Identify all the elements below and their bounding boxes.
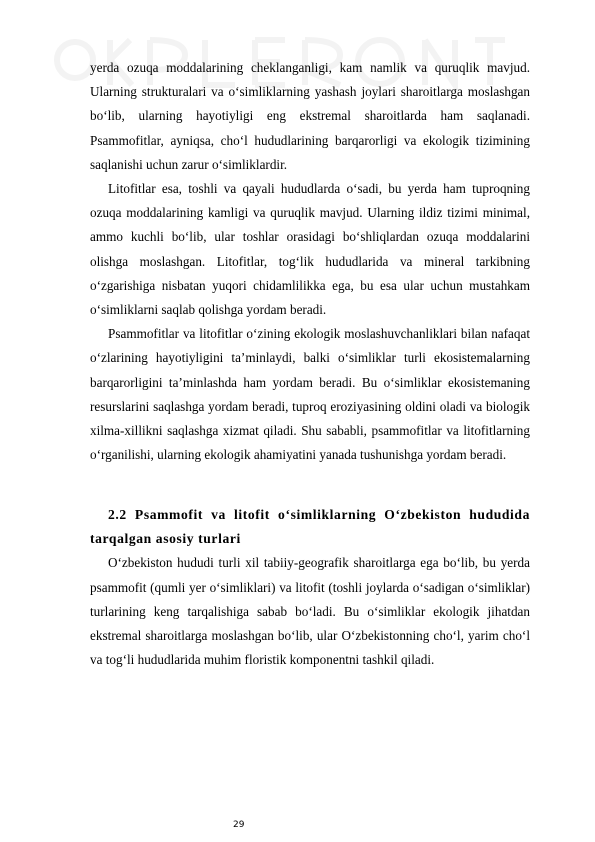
- document-body: [90, 56, 530, 672]
- page-number: 29: [233, 820, 245, 830]
- section-heading: 2.2 Psammofit va litofit o‘simliklarning O‘zbekiston hududida tarqalgan asosiy turlari: [90, 507, 530, 547]
- section-gap: [90, 467, 530, 503]
- paragraph-continuation: yerda ozuqa moddalarining cheklanganligi, kam namlik va quruqlik mavjud. Ularning strukturalari va o‘simliklarning yashash joylari sharoitlarga moslashgan bo‘lib, ularning hayotiyligi eng ekstremal sharoitlarda ham saqlanadi. Psammofitlar, ayniqsa, cho‘l hududlarining barqarorligi va ekologik tizimining saqlanishi uchun zarur o‘simliklardir.: [90, 60, 530, 172]
- paragraph-uzbekistan-territory: O‘zbekiston hududi turli xil tabiiy-geografik sharoitlarga ega bo‘lib, bu yerda psammofit (qumli yer o‘simliklari) va litofit (toshli joylarda o‘sadigan o‘simliklar) turlarining keng tarqalishiga sabab bo‘ladi. Bu o‘simliklar ekologik jihatdan ekstremal sharoitlarga moslashgan bo‘lib, ular O‘zbekistonning cho‘l, yarim cho‘l va tog‘li hududlarida muhim floristik komponentni tashkil qiladi.: [90, 555, 530, 668]
- paragraph-litofitlar: Litofitlar esa, toshli va qayali hududlarda o‘sadi, bu yerda ham tuproqning ozuqa moddalarining kamligi va quruqlik mavjud. Ularning ildiz tizimi minimal, ammo kuchli bo‘lib, ular toshlar orasidagi bo‘shliqlardan ozuqa moddalarini olishga moslashgan. Litofitlar, tog‘lik hududlarida va mineral tarkibning o‘zgarishiga nisbatan yuqori chidamlilikka ega, bu esa ular uchun mustahkam o‘simliklarni saqlab qolishga yordam beradi.: [90, 181, 530, 318]
- paragraph-ecological-adaptation: Psammofitlar va litofitlar o‘zining ekologik moslashuvchanliklari bilan nafaqat o‘zlarining hayotiyligini ta’minlaydi, balki o‘simliklar turli ekosistemalarning barqarorligini ta’minlashda ham yordam beradi. Bu o‘simliklar ekosistemaning resurslarini saqlashga yordam beradi, tuproq eroziyasining oldini oladi va biologik xilma-xillikni saqlashga xizmat qiladi. Shu sababli, psammofitlar va litofitlarning o‘rganilishi, ularning ekologik ahamiyatini yanada tushunishga yordam beradi.: [90, 326, 530, 463]
